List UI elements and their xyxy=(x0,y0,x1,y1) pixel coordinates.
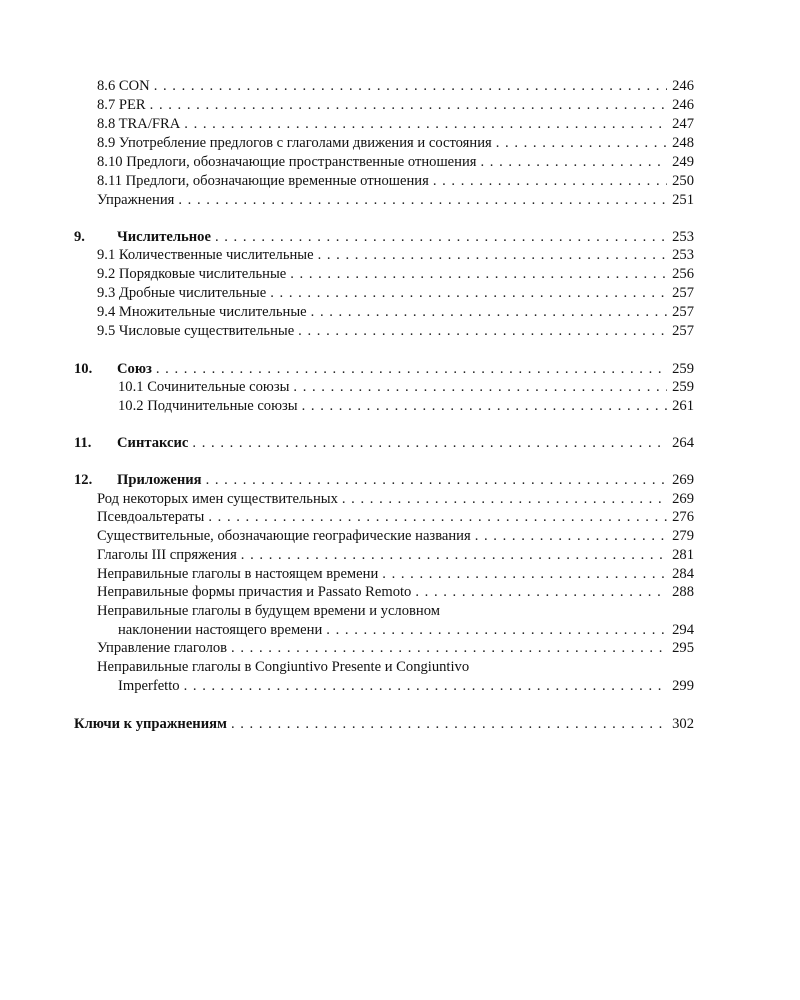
page-number: 299 xyxy=(672,678,694,694)
toc-entry-title: 10.2 Подчинительные союзы xyxy=(118,398,298,414)
toc-entry[interactable] xyxy=(97,172,694,190)
dot-leader xyxy=(184,677,667,695)
toc-entry-title: 10.1 Сочинительные союзы xyxy=(118,379,290,395)
toc-entry[interactable] xyxy=(118,378,694,396)
dot-leader xyxy=(475,527,667,545)
toc-entry[interactable] xyxy=(97,490,694,508)
toc-entry-title: Упражнения xyxy=(97,192,175,208)
toc-chapter-entry[interactable] xyxy=(74,434,694,452)
dot-leader xyxy=(318,246,667,264)
toc-entry-title: Союз xyxy=(117,361,152,377)
page-number: 279 xyxy=(672,528,694,544)
toc-entry[interactable] xyxy=(97,565,694,583)
chapter-number: 9. xyxy=(74,229,85,245)
dot-leader xyxy=(154,77,667,95)
toc-entry[interactable] xyxy=(97,115,694,133)
dot-leader xyxy=(293,378,667,396)
toc-entry[interactable] xyxy=(97,96,694,114)
chapter-number: 11. xyxy=(74,435,92,451)
toc-entry-title-line: Неправильные глаголы в будущем времени и условном xyxy=(97,603,440,619)
toc-entry[interactable] xyxy=(97,284,694,302)
toc-entry-title: 8.10 Предлоги, обозначающие пространственные отношения xyxy=(97,154,477,170)
page-number: 295 xyxy=(672,640,694,656)
toc-entry-title: наклонении настоящего времени xyxy=(118,622,323,638)
toc-entry[interactable] xyxy=(97,303,694,321)
toc-entry[interactable] xyxy=(118,397,694,415)
toc-entry[interactable] xyxy=(97,191,694,209)
dot-leader xyxy=(270,284,667,302)
toc-entry-title: 9.4 Множительные числительные xyxy=(97,304,307,320)
page-number: 257 xyxy=(672,304,694,320)
dot-leader xyxy=(206,471,667,489)
toc-entry-title: 9.2 Порядковые числительные xyxy=(97,266,287,282)
page-number: 259 xyxy=(672,379,694,395)
page-number: 288 xyxy=(672,584,694,600)
toc-entry[interactable] xyxy=(97,546,694,564)
dot-leader xyxy=(241,546,667,564)
toc-entry[interactable] xyxy=(118,677,694,695)
dot-leader xyxy=(290,265,667,283)
page-number: 246 xyxy=(672,97,694,113)
dot-leader xyxy=(302,397,667,415)
page-number: 269 xyxy=(672,472,694,488)
toc-entry[interactable] xyxy=(118,621,694,639)
toc-entry[interactable] xyxy=(97,639,694,657)
page-number: 261 xyxy=(672,398,694,414)
page-number: 302 xyxy=(672,716,694,732)
dot-leader xyxy=(178,191,667,209)
toc-entry-title: 8.9 Употребление предлогов с глаголами движения и состояния xyxy=(97,135,492,151)
dot-leader xyxy=(326,621,667,639)
dot-leader xyxy=(231,715,667,733)
page-number: 256 xyxy=(672,266,694,282)
page-number: 259 xyxy=(672,361,694,377)
toc-entry[interactable] xyxy=(97,508,694,526)
toc-entry-title: Imperfetto xyxy=(118,678,180,694)
toc-entry-title: 8.8 TRA/FRA xyxy=(97,116,181,132)
dot-leader xyxy=(231,639,667,657)
toc-entry[interactable] xyxy=(97,322,694,340)
toc-entry-title: Управление глаголов xyxy=(97,640,228,656)
chapter-number: 12. xyxy=(74,472,93,488)
toc-entry-title: 8.6 CON xyxy=(97,78,150,94)
dot-leader xyxy=(150,96,667,114)
page-number: 246 xyxy=(672,78,694,94)
dot-leader xyxy=(192,434,667,452)
toc-chapter-entry[interactable] xyxy=(74,360,694,378)
dot-leader xyxy=(382,565,667,583)
page-number: 257 xyxy=(672,323,694,339)
page-number: 253 xyxy=(672,247,694,263)
dot-leader xyxy=(215,228,667,246)
dot-leader xyxy=(184,115,667,133)
toc-entry-title: 8.7 PER xyxy=(97,97,146,113)
toc-entry-title: Существительные, обозначающие географические названия xyxy=(97,528,471,544)
dot-leader xyxy=(496,134,667,152)
toc-entry[interactable] xyxy=(97,134,694,152)
toc-entry-title: 9.1 Количественные числительные xyxy=(97,247,314,263)
dot-leader xyxy=(342,490,667,508)
toc-chapter-entry[interactable] xyxy=(74,228,694,246)
page-number: 249 xyxy=(672,154,694,170)
toc-entry-title: Ключи к упражнениям xyxy=(74,716,227,732)
toc-entry[interactable] xyxy=(97,153,694,171)
toc-entry-title: Числительное xyxy=(117,229,211,245)
dot-leader xyxy=(208,508,667,526)
toc-entry-title: Неправильные глаголы в настоящем времени xyxy=(97,566,379,582)
toc-entry[interactable] xyxy=(97,527,694,545)
toc-entry-title: Псевдоальтераты xyxy=(97,509,205,525)
dot-leader xyxy=(311,303,667,321)
toc-entry[interactable] xyxy=(97,265,694,283)
toc-entry-title: Род некоторых имен существительных xyxy=(97,491,338,507)
toc-entry-title: 9.5 Числовые существительные xyxy=(97,323,295,339)
toc-chapter-entry[interactable] xyxy=(74,471,694,489)
dot-leader xyxy=(298,322,667,340)
page-number: 294 xyxy=(672,622,694,638)
dot-leader xyxy=(481,153,668,171)
toc-entry[interactable] xyxy=(97,583,694,601)
page-number: 248 xyxy=(672,135,694,151)
toc-chapter-entry[interactable] xyxy=(74,715,694,733)
page-number: 253 xyxy=(672,229,694,245)
page-number: 264 xyxy=(672,435,694,451)
toc-entry-title: 9.3 Дробные числительные xyxy=(97,285,267,301)
toc-entry-title: Глаголы III спряжения xyxy=(97,547,237,563)
toc-entry-title: 8.11 Предлоги, обозначающие временные отношения xyxy=(97,173,429,189)
page-number: 284 xyxy=(672,566,694,582)
toc-entry-title: Приложения xyxy=(117,472,202,488)
page-number: 276 xyxy=(672,509,694,525)
dot-leader xyxy=(156,360,667,378)
toc-entry-title-line: Неправильные глаголы в Congiuntivo Presente и Congiuntivo xyxy=(97,659,470,675)
dot-leader xyxy=(433,172,667,190)
toc-entry-title: Синтаксис xyxy=(117,435,189,451)
page-number: 250 xyxy=(672,173,694,189)
page-number: 247 xyxy=(672,116,694,132)
page-number: 269 xyxy=(672,491,694,507)
toc-entry[interactable] xyxy=(97,77,694,95)
dot-leader xyxy=(415,583,667,601)
page-number: 281 xyxy=(672,547,694,563)
page-number: 257 xyxy=(672,285,694,301)
toc-entry[interactable] xyxy=(97,246,694,264)
chapter-number: 10. xyxy=(74,361,93,377)
toc-entry-title: Неправильные формы причастия и Passato Remoto xyxy=(97,584,412,600)
page-number: 251 xyxy=(672,192,694,208)
